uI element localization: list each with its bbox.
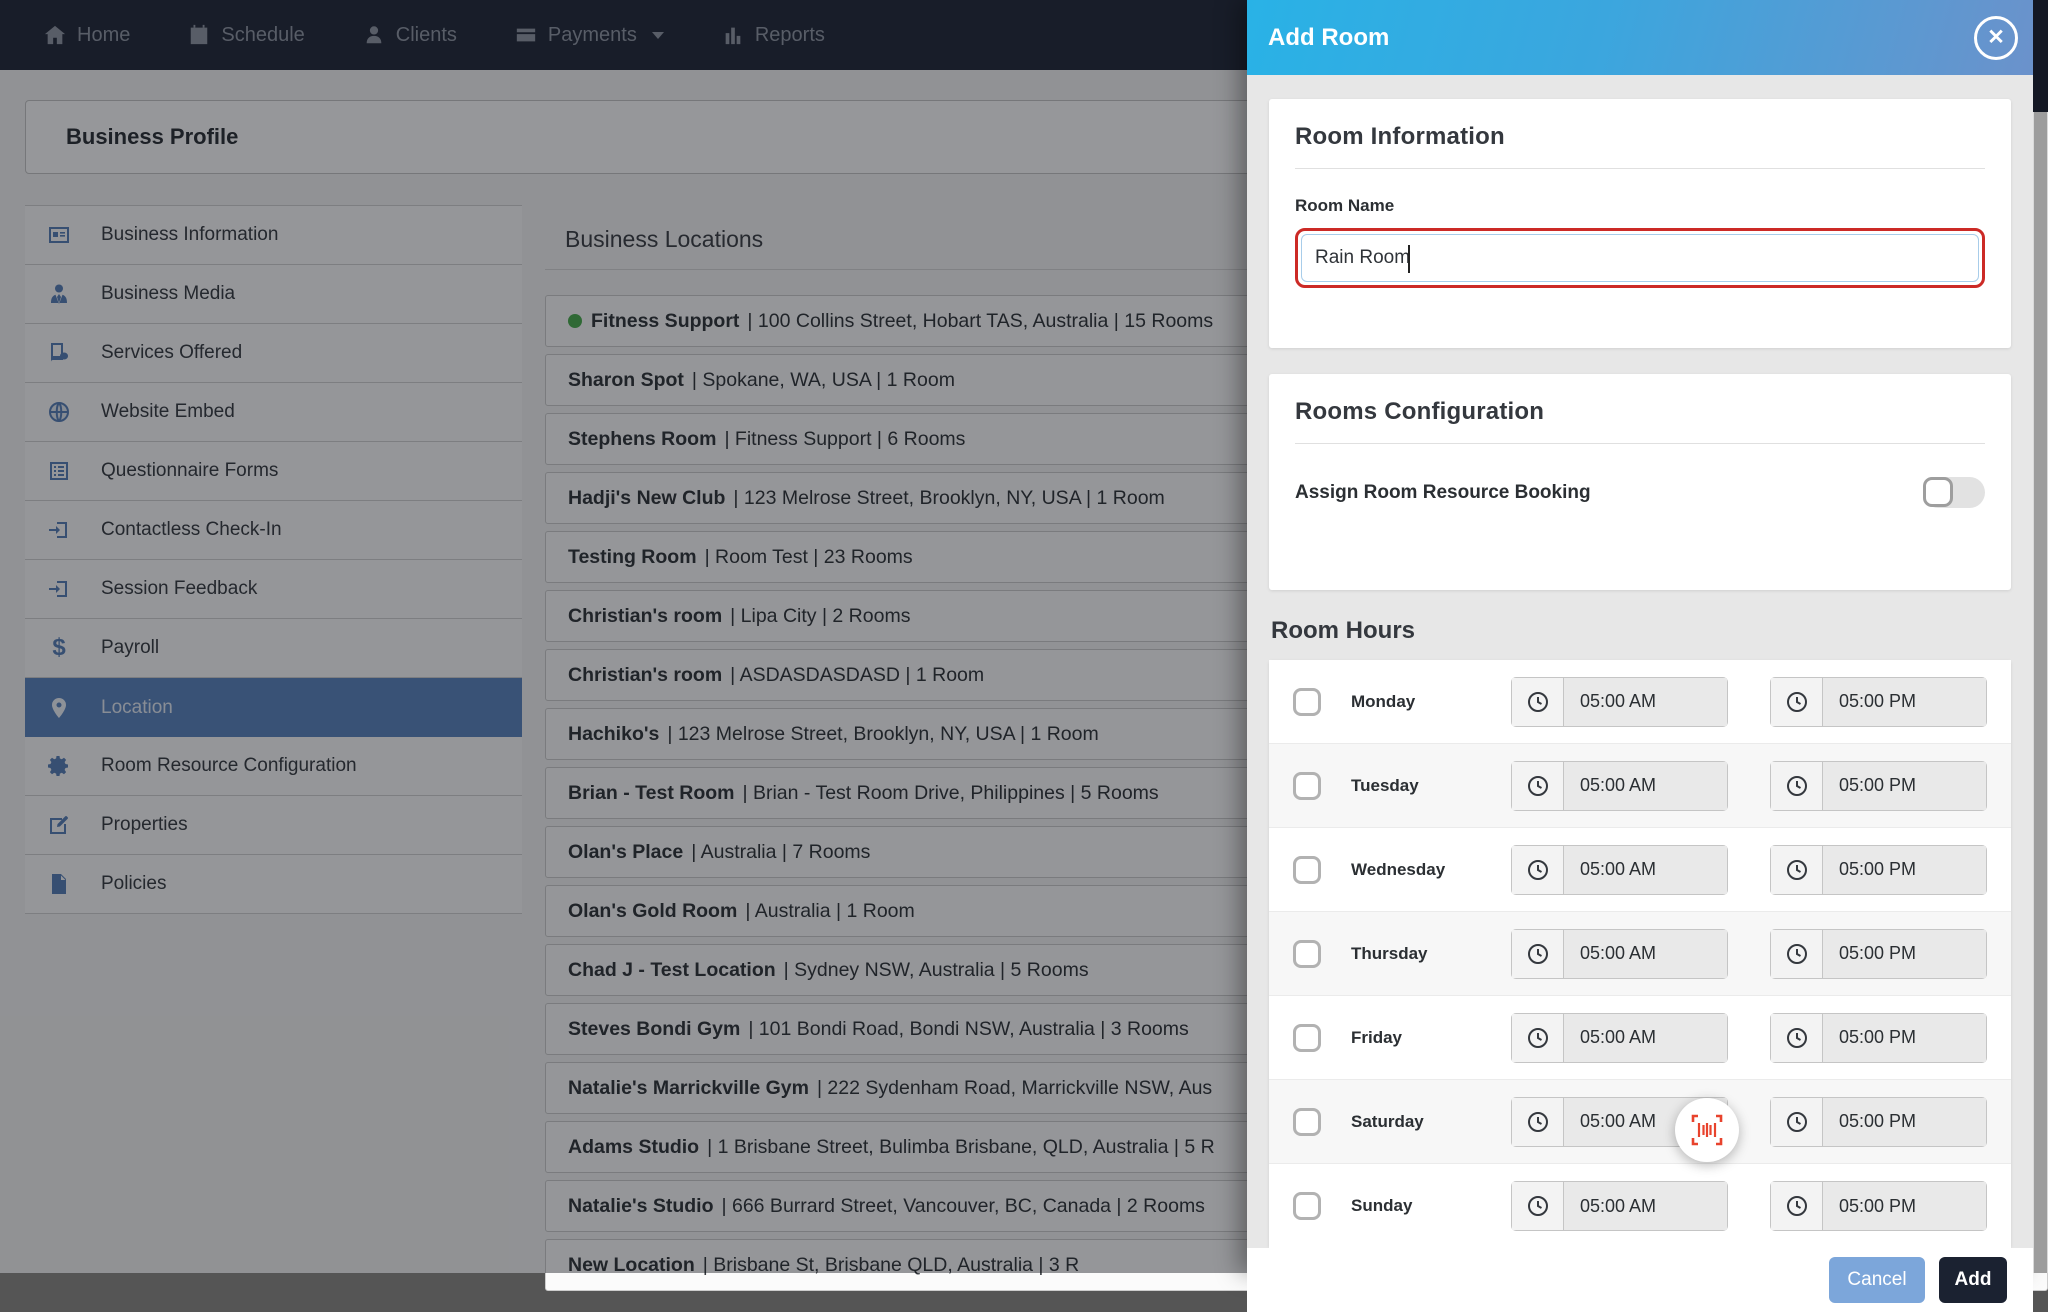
open-time-value: 05:00 AM [1564,1098,1727,1146]
clock-icon [1512,930,1564,978]
day-label: Saturday [1351,1111,1424,1131]
assign-room-resource-booking-label: Assign Room Resource Booking [1295,481,1591,503]
clock-icon [1771,930,1823,978]
tuesday-open-time-field[interactable] [1511,761,1728,811]
scrollbar-thumb[interactable] [2034,112,2047,1273]
modal-title: Add Room [1268,23,1390,51]
cancel-button[interactable]: Cancel [1829,1257,1925,1303]
close-icon[interactable]: ✕ [1974,16,2018,60]
friday-close-time-field[interactable] [1770,1013,1987,1063]
location-name: Christian's room [568,663,723,686]
location-name: Olan's Gold Room [568,899,738,922]
sidebar-item-label: Business Media [101,283,236,304]
close-time-value: 05:00 PM [1823,1014,1986,1062]
open-time-value: 05:00 AM [1564,678,1727,726]
location-name: Adams Studio [568,1135,700,1158]
close-time-value: 05:00 PM [1823,1182,1986,1230]
thursday-checkbox[interactable] [1293,940,1321,968]
barcode-scan-icon [1689,1112,1725,1148]
room-name-label: Room Name [1295,196,1395,215]
monday-open-time-field[interactable] [1511,677,1728,727]
location-details: | Brian - Test Room Drive, Philippines | 5 Rooms [742,781,1159,804]
location-name: New Location [568,1253,695,1276]
location-name: Olan's Place [568,840,684,863]
nav-payments-label: Payments [547,23,637,46]
open-time-value: 05:00 AM [1564,930,1727,978]
barcode-scan-fab[interactable] [1675,1098,1739,1162]
day-row-saturday [1269,1080,2011,1164]
thursday-close-time-field[interactable] [1770,929,1987,979]
page-scrollbar[interactable] [2033,0,2048,1273]
day-label: Friday [1351,1027,1403,1047]
day-label: Thursday [1351,943,1428,963]
add-button[interactable]: Add [1939,1257,2007,1303]
sidebar-item-label: Business Information [101,224,279,245]
sunday-open-time-field[interactable] [1511,1181,1728,1231]
location-name: Stephens Room [568,427,717,450]
close-time-value: 05:00 PM [1823,1098,1986,1146]
location-details: | Sydney NSW, Australia | 5 Rooms [783,958,1089,981]
location-details: | Lipa City | 2 Rooms [730,604,911,627]
location-details: | 123 Melrose Street, Brooklyn, NY, USA | 1 Room [667,722,1099,745]
divider [1295,168,1985,169]
sidebar-item-label: Payroll [101,637,160,658]
nav-schedule-label: Schedule [221,23,305,46]
scrollbar-corner [2033,0,2048,112]
location-name: Sharon Spot [568,368,684,391]
location-details: | Spokane, WA, USA | 1 Room [691,368,955,391]
close-time-value: 05:00 PM [1823,678,1986,726]
saturday-checkbox[interactable] [1293,1108,1321,1136]
monday-checkbox[interactable] [1293,688,1321,716]
section-title: Business Locations [565,226,764,252]
location-name: Chad J - Test Location [568,958,776,981]
clock-icon [1512,1014,1564,1062]
location-name: Brian - Test Room [568,781,735,804]
room-information-heading: Room Information [1295,123,1505,150]
room-hours-card [1269,660,2011,1248]
nav-clients-label: Clients [395,23,457,46]
sidebar-item-label: Questionnaire Forms [101,460,279,481]
open-time-value: 05:00 AM [1564,846,1727,894]
sidebar-item-label: Properties [101,814,188,835]
location-name: Steves Bondi Gym [568,1017,741,1040]
location-details: | 1 Brisbane Street, Bulimba Brisbane, QLD, Australia | 5 R [707,1135,1215,1158]
sidebar-item-label: Contactless Check-In [101,519,282,540]
clock-icon [1512,1182,1564,1230]
sidebar-item-label: Location [101,696,173,718]
open-time-value: 05:00 AM [1564,1182,1727,1230]
clock-icon [1771,762,1823,810]
day-row-thursday [1269,912,2011,996]
location-name: Natalie's Marrickville Gym [568,1076,809,1099]
sidebar-item-label: Room Resource Configuration [101,755,357,776]
modal-footer [1247,1248,2033,1312]
rooms-configuration-heading: Rooms Configuration [1295,398,1545,425]
saturday-close-time-field[interactable] [1770,1097,1987,1147]
assign-room-resource-booking-toggle[interactable] [1923,477,1985,508]
tuesday-checkbox[interactable] [1293,772,1321,800]
sidebar-item-label: Website Embed [101,401,235,422]
rooms-configuration-card [1269,374,2011,590]
day-label: Wednesday [1351,859,1446,879]
clock-icon [1771,1014,1823,1062]
day-label: Monday [1351,691,1416,711]
nav-home-label: Home [77,23,131,46]
location-name: Natalie's Studio [568,1194,714,1217]
open-time-value: 05:00 AM [1564,1014,1727,1062]
tuesday-close-time-field[interactable] [1770,761,1987,811]
modal-body [1247,75,2033,1248]
clock-icon [1771,678,1823,726]
thursday-open-time-field[interactable] [1511,929,1728,979]
close-time-value: 05:00 PM [1823,846,1986,894]
open-time-value: 05:00 AM [1564,762,1727,810]
close-time-value: 05:00 PM [1823,930,1986,978]
day-row-wednesday [1269,828,2011,912]
divider [1295,443,1985,444]
location-name: Fitness Support [591,309,740,332]
location-details: | Brisbane St, Brisbane QLD, Australia | 3 R [702,1253,1080,1276]
location-details: | Australia | 7 Rooms [691,840,871,863]
friday-open-time-field[interactable] [1511,1013,1728,1063]
sunday-checkbox[interactable] [1293,1192,1321,1220]
day-label: Tuesday [1351,775,1419,795]
clock-icon [1512,762,1564,810]
nav-reports-label: Reports [754,23,825,46]
clock-icon [1771,846,1823,894]
room-information-card [1269,99,2011,348]
page-title: Business Profile [66,124,239,149]
location-name: Testing Room [568,545,697,568]
sidebar-item-label: Session Feedback [101,578,258,599]
day-row-tuesday [1269,744,2011,828]
location-details: | 101 Bondi Road, Bondi NSW, Australia | 3 Rooms [748,1017,1189,1040]
add-room-modal [1247,0,2033,1290]
friday-checkbox[interactable] [1293,1024,1321,1052]
clock-icon [1771,1182,1823,1230]
wednesday-close-time-field[interactable] [1770,845,1987,895]
day-row-friday [1269,996,2011,1080]
location-details: | ASDASDASDASD | 1 Room [730,663,985,686]
text-cursor [1408,245,1410,273]
sunday-close-time-field[interactable] [1770,1181,1987,1231]
clock-icon [1771,1098,1823,1146]
clock-icon [1512,1098,1564,1146]
day-row-monday [1269,660,2011,744]
sidebar-item-label: Policies [101,873,167,894]
location-details: | Fitness Support | 6 Rooms [724,427,966,450]
location-name: Christian's room [568,604,723,627]
monday-close-time-field[interactable] [1770,677,1987,727]
toggle-knob [1923,477,1953,507]
location-details: | 100 Collins Street, Hobart TAS, Australia | 15 Rooms [747,309,1214,332]
room-name-input[interactable] [1301,234,1979,282]
wednesday-checkbox[interactable] [1293,856,1321,884]
dollar-icon: $ [52,634,66,661]
clock-icon [1512,678,1564,726]
day-label: Sunday [1351,1196,1413,1215]
close-time-value: 05:00 PM [1823,762,1986,810]
location-name: Hachiko's [568,722,660,745]
room-hours-heading: Room Hours [1271,617,1415,644]
clock-icon [1512,846,1564,894]
location-name: Hadji's New Club [568,486,726,509]
location-details: | 666 Burrard Street, Vancouver, BC, Canada | 2 Rooms [721,1194,1205,1217]
validation-ring [1295,228,1985,288]
location-details: | 222 Sydenham Road, Marrickville NSW, Aus [816,1076,1213,1099]
sidebar-item-label: Services Offered [101,342,243,363]
wednesday-open-time-field[interactable] [1511,845,1728,895]
modal-header [1247,0,2033,75]
location-details: | Australia | 1 Room [745,899,915,922]
location-details: | 123 Melrose Street, Brooklyn, NY, USA | 1 Room [733,486,1165,509]
day-row-sunday [1269,1164,2011,1248]
location-details: | Room Test | 23 Rooms [704,545,913,568]
